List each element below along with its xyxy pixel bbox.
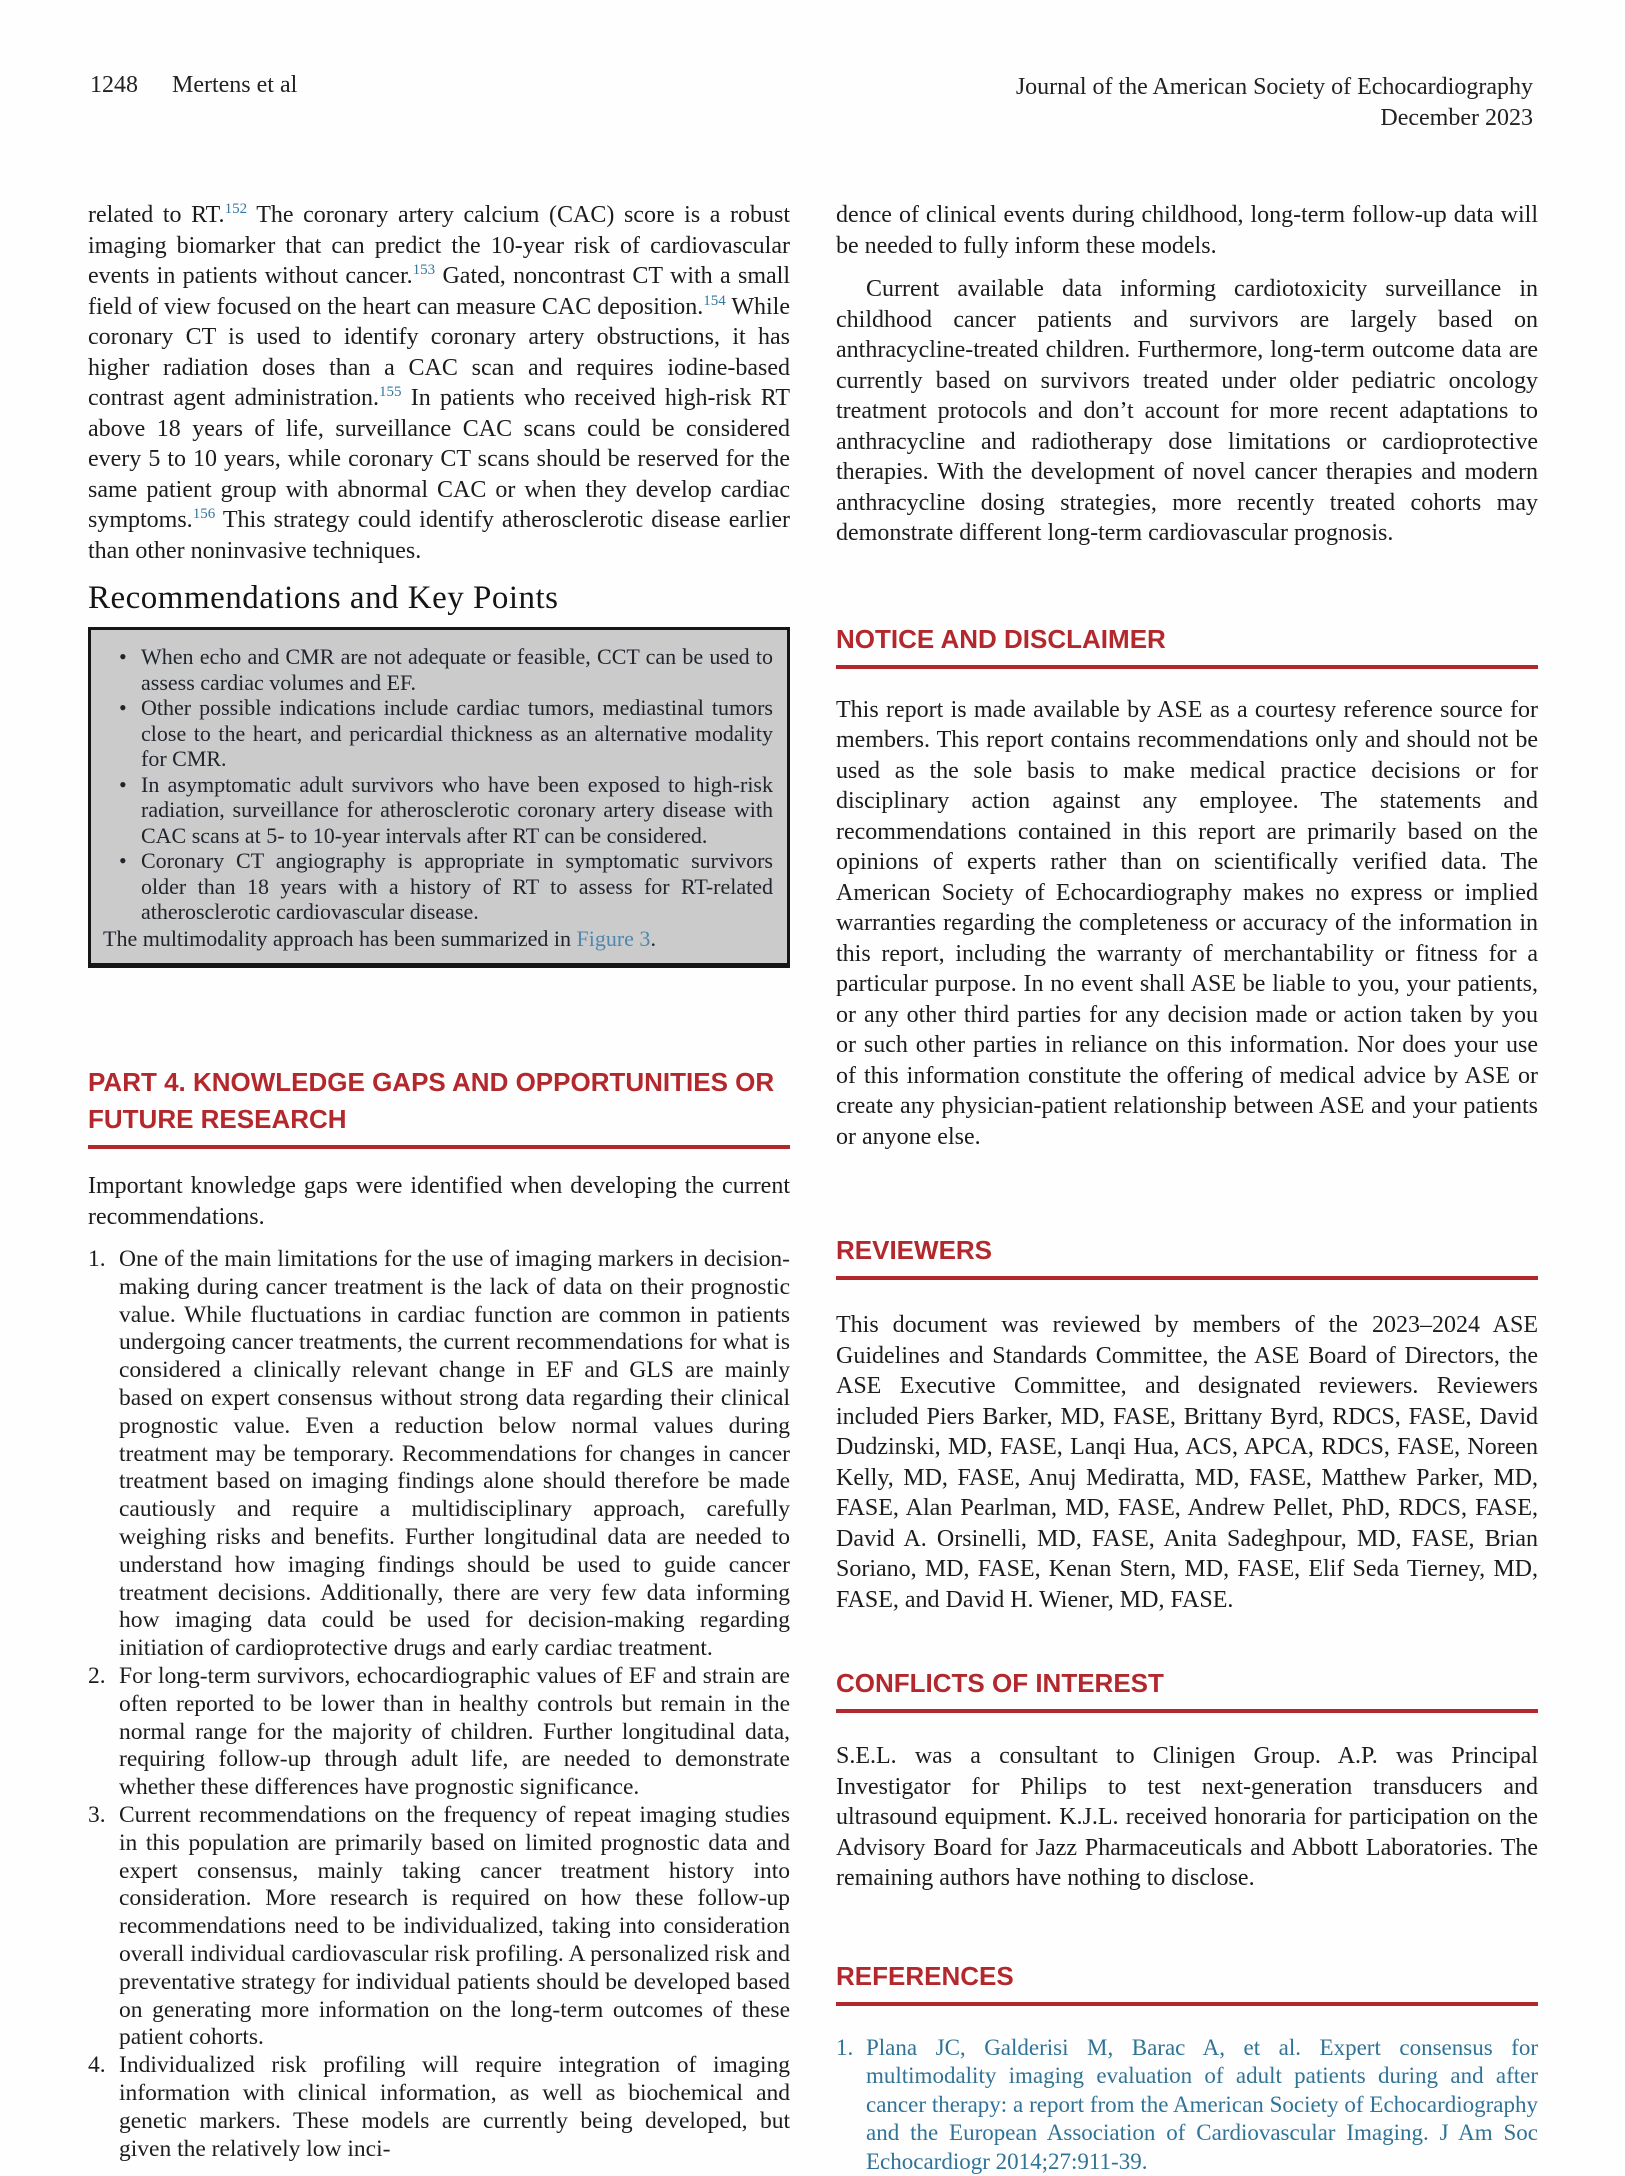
- text-segment: In patients who received high-risk RT above 18 years of life, surveillance CAC scans could be considered every 5 to 10 years, while coronary CT scans should be reserved for the same patient group with abnormal CAC or when they develop cardiac symptoms.: [88, 385, 790, 533]
- item-number: 4.: [88, 2052, 119, 2163]
- page-number: 1248: [90, 72, 138, 98]
- bullet-icon: [119, 772, 141, 849]
- citation-ref-154[interactable]: 154: [703, 293, 726, 309]
- knowledge-gap-item: [88, 2052, 790, 2163]
- key-point-item: [103, 695, 773, 772]
- journal-title: Journal of the American Society of Echocardiography: [1016, 72, 1533, 103]
- running-head-right: [1016, 72, 1533, 134]
- key-point-text: In asymptomatic adult survivors who have been exposed to high-risk radiation, surveillance for atherosclerotic coronary artery disease with CAC scans at 5- to 10-year intervals after RT can be considered.: [141, 772, 773, 849]
- key-point-text: Coronary CT angiography is appropriate in symptomatic survivors older than 18 years with a history of RT to assess for RT-related atherosclerotic cardiovascular disease.: [141, 848, 773, 925]
- item-text: Current recommendations on the frequency of repeat imaging studies in this population are primarily based on limited prognostic data and expert consensus, mainly taking cancer treatment history into consideration. More research is required on how these follow-up recommendations need to be individualized, taking into consideration overall individual cardiovascular risk profiling. A personalized risk and preventative strategy for individual patients should be developed based on generating more information on the long-term outcomes of these patient cohorts.: [119, 1802, 790, 2052]
- knowledge-gaps-list: [88, 1246, 790, 2163]
- text-segment: related to RT.: [88, 202, 225, 228]
- reference-link[interactable]: Plana JC, Galderisi M, Barac A, et al. Expert consensus for multimodality imaging evaluation of adult patients during and after cancer therapy: a report from the American Society of Echocardiography and the European Association of Cardiovascular Imaging. J Am Soc Echocardiogr 2014;27:911-39.: [866, 2034, 1538, 2176]
- section-heading-part4: PART 4. KNOWLEDGE GAPS AND OPPORTUNITIES OR FUTURE RESEARCH: [88, 1064, 790, 1149]
- surveillance-paragraph: Current available data informing cardiotoxicity surveillance in childhood cancer patients and survivors are largely based on anthracycline-treated children. Furthermore, long-term outcome data are currently based on survivors treated under older pediatric oncology treatment protocols and don’t account for more recent adaptations to anthracycline and radiotherapy dose limitations or cardioprotective therapies. With the development of novel cancer therapies and modern anthracycline dosing strategies, more recently treated cohorts may demonstrate different long-term cardiovascular prognosis.: [836, 274, 1538, 549]
- knowledge-gap-item: [88, 1663, 790, 1802]
- key-point-item: [103, 644, 773, 695]
- running-head-left: [90, 72, 297, 99]
- section-heading-references: REFERENCES: [836, 1958, 1538, 2006]
- item-text: Individualized risk profiling will require integration of imaging information with clinical information, as well as biochemical and genetic markers. These models are currently being developed, but given the relatively low inci-: [119, 2052, 790, 2163]
- section-heading-notice: NOTICE AND DISCLAIMER: [836, 621, 1538, 669]
- conflicts-paragraph: S.E.L. was a consultant to Clinigen Group. A.P. was Principal Investigator for Philips to test next-generation transducers and ultrasound equipment. K.J.L. received honoraria for participation on the Advisory Board for Jazz Pharmaceuticals and Abbott Laboratories. The remaining authors have nothing to disclose.: [836, 1741, 1538, 1894]
- reference-item: [836, 2034, 1538, 2176]
- reviewers-paragraph: This document was reviewed by members of the 2023–2024 ASE Guidelines and Standards Committee, the ASE Board of Directors, the ASE Executive Committee, and designated reviewers. Reviewers included Piers Barker, MD, FASE, Brittany Byrd, RDCS, FASE, David Dudzinski, MD, FASE, Lanqi Hua, ACS, APCA, RDCS, FASE, Noreen Kelly, MD, FASE, Anuj Mediratta, MD, FASE, Matthew Parker, MD, FASE, Alan Pearlman, MD, FASE, Andrew Pellet, PhD, RDCS, FASE, David A. Orsinelli, MD, FASE, Anita Sadeghpour, MD, FASE, Brian Soriano, MD, FASE, Kenan Stern, MD, FASE, Elif Seda Tierney, MD, FASE, and David H. Wiener, MD, FASE.: [836, 1310, 1538, 1615]
- issue-date: December 2023: [1016, 103, 1533, 134]
- bullet-icon: [119, 848, 141, 925]
- figure-3-link[interactable]: Figure 3: [576, 926, 650, 951]
- item-text: One of the main limitations for the use of imaging markers in decision-making during cancer treatment is the lack of data on their prognostic value. While fluctuations in cardiac function are common in patients undergoing cancer treatments, the current recommendations for what is considered a clinically relevant change in EF and GLS are mainly based on expert consensus without strong data regarding their clinical prognostic value. Even a reduction below normal values during treatment may be temporary. Recommendations for changes in cancer treatment based on imaging findings alone should therefore be made cautiously and require a multidisciplinary approach, carefully weighing risks and benefits. Further longitudinal data are needed to understand how imaging findings should be used to guide cancer treatment decisions. Additionally, there are very few data informing how imaging data could be used for decision-making regarding initiation of cardioprotective drugs and early cardiac treatment.: [119, 1246, 790, 1663]
- intro-paragraph: [88, 200, 790, 566]
- text-segment: This strategy could identify atherosclerotic disease earlier than other noninvasive techniques.: [88, 507, 790, 564]
- knowledge-gaps-intro: Important knowledge gaps were identified when developing the current recommendations.: [88, 1171, 790, 1232]
- bullet-icon: [119, 695, 141, 772]
- key-point-item: [103, 848, 773, 925]
- knowledge-gap-item: [88, 1246, 790, 1663]
- section-heading-conflicts: CONFLICTS OF INTEREST: [836, 1665, 1538, 1713]
- reference-number: 1.: [836, 2034, 866, 2176]
- text-segment: While coronary CT is used to identify coronary artery obstructions, it has higher radiation doses than a CAC scan and requires iodine-based contrast agent administration.: [88, 294, 790, 412]
- item-number: 1.: [88, 1246, 119, 1663]
- key-point-text: When echo and CMR are not adequate or feasible, CCT can be used to assess cardiac volumes and EF.: [141, 644, 773, 695]
- text-segment: The multimodality approach has been summarized in: [103, 926, 576, 951]
- notice-paragraph: This report is made available by ASE as a courtesy reference source for members. This report contains recommendations only and should not be used as the sole basis to make medical practice decisions or for disciplinary action against any employee. The statements and recommendations contained in this report are primarily based on the opinions of experts rather than on scientifically verified data. The American Society of Echocardiography makes no express or implied warranties regarding the completeness or accuracy of the information in this report, including the warranty of merchantability or fitness for a particular purpose. In no event shall ASE be liable to you, your patients, or any other third parties for any decision made or action taken by you or such other parties in reliance on this information. Nor does your use of this information constitute the offering of medical advice by ASE or create any physician-patient relationship between ASE and your patients or anyone else.: [836, 695, 1538, 1153]
- section-heading-reviewers: REVIEWERS: [836, 1232, 1538, 1280]
- item-number: 2.: [88, 1663, 119, 1802]
- citation-ref-155[interactable]: 155: [379, 384, 402, 400]
- item-number: 3.: [88, 1802, 119, 2052]
- key-points-title: Recommendations and Key Points: [88, 580, 790, 617]
- item-text: For long-term survivors, echocardiographic values of EF and strain are often reported to be lower than in healthy controls but remain in the normal range for the majority of children. Further longitudinal data, requiring follow-up through adult life, are needed to demonstrate whether these differences have prognostic significance.: [119, 1663, 790, 1802]
- key-points-box: [88, 627, 790, 968]
- left-column: [88, 200, 790, 2163]
- bullet-icon: [119, 644, 141, 695]
- right-column: [836, 200, 1538, 2176]
- key-point-text: Other possible indications include cardiac tumors, mediastinal tumors close to the heart, and pericardial thickness as an alternative modality for CMR.: [141, 695, 773, 772]
- text-segment: Gated, noncontrast CT with a small field of view focused on the heart can measure CAC deposition.: [88, 263, 790, 320]
- citation-ref-152[interactable]: 152: [225, 201, 248, 217]
- citation-ref-153[interactable]: 153: [413, 262, 436, 278]
- continuation-paragraph: dence of clinical events during childhood, long-term follow-up data will be needed to fully inform these models.: [836, 200, 1538, 261]
- running-head-authors: Mertens et al: [172, 72, 297, 98]
- text-segment: The coronary artery calcium (CAC) score is a robust imaging biomarker that can predict the 10-year risk of cardiovascular events in patients without cancer.: [88, 202, 790, 289]
- key-points-footer: [103, 926, 773, 952]
- text-segment: .: [650, 926, 656, 951]
- citation-ref-156[interactable]: 156: [193, 506, 216, 522]
- knowledge-gap-item: [88, 1802, 790, 2052]
- key-point-item: [103, 772, 773, 849]
